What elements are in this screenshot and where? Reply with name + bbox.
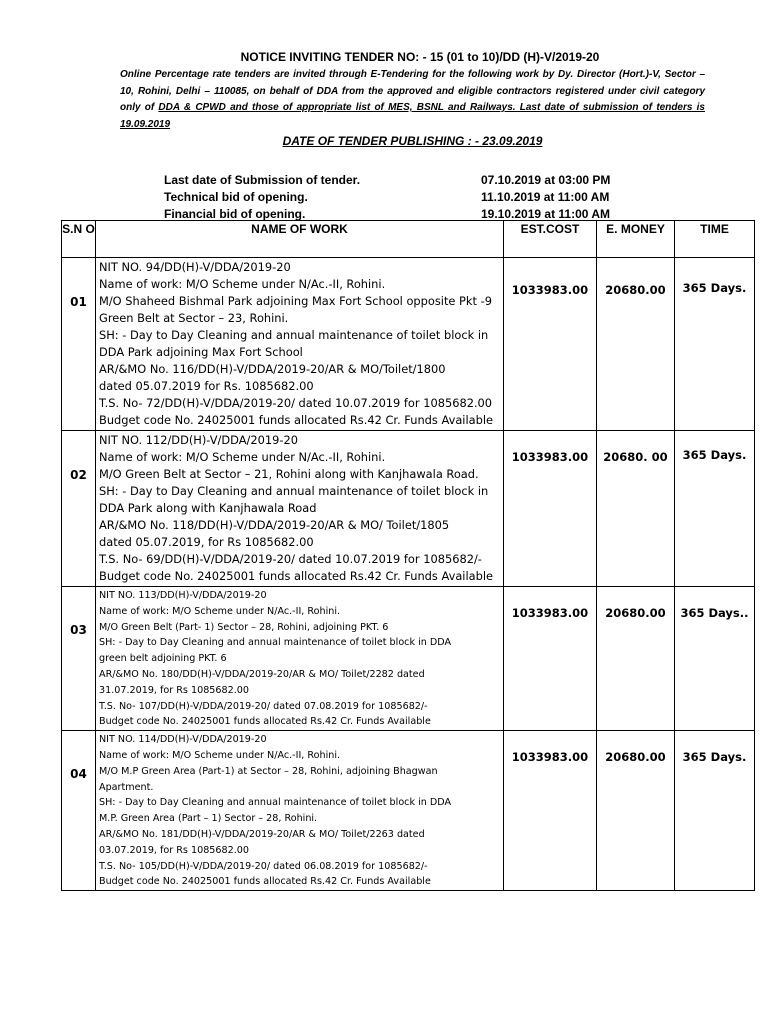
work-line: M/O Shaheed Bishmal Park adjoining Max Fort School opposite Pkt -9 [99, 294, 492, 308]
serial-number: 03 [62, 587, 96, 731]
table-row [62, 587, 755, 731]
work-line: T.S. No- 105/DD(H)-V/DDA/2019-20/ dated 06.08.2019 for 1085682/- [99, 860, 428, 872]
time-cell: 365 Days. [675, 258, 755, 431]
work-line: AR/&MO No. 180/DD(H)-V/DDA/2019-20/AR & MO/ Toilet/2282 dated [99, 668, 425, 680]
serial-number: 01 [62, 258, 96, 431]
time-cell: 365 Days.. [675, 587, 755, 731]
work-line: dated 05.07.2019, for Rs 1085682.00 [99, 535, 314, 549]
work-description [96, 431, 504, 587]
date-value: 11.10.2019 at 11:00 AM [481, 190, 610, 204]
work-line: Budget code No. 24025001 funds allocated Rs.42 Cr. Funds Available [99, 876, 431, 888]
intro-text: Online Percentage rate tenders are invited through E-Tendering for the following work by Dy. Director (Hort.)-V, Sector – 10, Rohini, Delhi – 110085, on behalf of DDA from the approved and eligible contractors registered under civil category only of [120, 69, 705, 113]
work-line: NIT NO. 114/DD(H)-V/DDA/2019-20 [99, 734, 267, 746]
est-cost-cell: 1033983.00 [504, 258, 597, 431]
work-line: green belt adjoining PKT. 6 [99, 653, 227, 665]
date-value: 19.10.2019 at 11:00 AM [481, 207, 610, 221]
work-line: AR/&MO No. 116/DD(H)-V/DDA/2019-20/AR & MO/Toilet/1800 [99, 362, 446, 376]
work-line: AR/&MO No. 118/DD(H)-V/DDA/2019-20/AR & MO/ Toilet/1805 [99, 518, 450, 532]
work-line: T.S. No- 72/DD(H)-V/DDA/2019-20/ dated 10.07.2019 for 1085682.00 [99, 396, 493, 410]
e-money-cell: 20680.00 [597, 731, 675, 891]
time-cell: 365 Days. [675, 431, 755, 587]
date-value: 07.10.2019 at 03:00 PM [481, 173, 611, 187]
work-line: Name of work: M/O Scheme under N/Ac.-II, Rohini. [99, 605, 341, 617]
work-line: SH: - Day to Day Cleaning and annual maintenance of toilet block in DDA [99, 797, 452, 809]
work-line: Budget code No. 24025001 funds allocated Rs.42 Cr. Funds Available [99, 716, 431, 728]
date-row [164, 172, 724, 189]
key-dates [164, 172, 724, 223]
work-line: Name of work: M/O Scheme under N/Ac.-II, Rohini. [99, 450, 386, 464]
work-line: Budget code No. 24025001 funds allocated Rs.42 Cr. Funds Available [99, 569, 494, 583]
work-line: SH: - Day to Day Cleaning and annual maintenance of toilet block in [99, 328, 489, 342]
header-name-of-work: NAME OF WORK [96, 221, 504, 258]
work-line: 03.07.2019, for Rs 1085682.00 [99, 844, 249, 856]
notice-intro [120, 67, 705, 133]
table-row [62, 258, 755, 431]
work-line: T.S. No- 69/DD(H)-V/DDA/2019-20/ dated 10.07.2019 for 1085682/- [99, 552, 482, 566]
date-label: Last date of Submission of tender. [164, 173, 361, 187]
date-label: Technical bid of opening. [164, 190, 308, 204]
est-cost-cell: 1033983.00 [504, 431, 597, 587]
est-cost-cell: 1033983.00 [504, 587, 597, 731]
e-money-cell: 20680.00 [597, 587, 675, 731]
tender-table [61, 220, 755, 891]
work-line: NIT NO. 113/DD(H)-V/DDA/2019-20 [99, 590, 267, 601]
header-est-cost: EST.COST [504, 221, 597, 258]
work-line: DDA Park adjoining Max Fort School [99, 345, 303, 359]
work-line: Green Belt at Sector – 23, Rohini. [99, 311, 289, 325]
intro-underlined-text: DDA & CPWD and those of appropriate list of MES, BSNL and Railways. Last date of submission of tenders is 19.09.2019 [120, 102, 705, 130]
work-line: AR/&MO No. 181/DD(H)-V/DDA/2019-20/AR & MO/ Toilet/2263 dated [99, 828, 425, 840]
header-time: TIME [675, 221, 755, 258]
est-cost-cell: 1033983.00 [504, 731, 597, 891]
work-line: M/O M.P Green Area (Part-1) at Sector – 28, Rohini, adjoining Bhagwan [99, 765, 438, 777]
serial-number: 04 [62, 731, 96, 891]
work-line: Budget code No. 24025001 funds allocated Rs.42 Cr. Funds Available [99, 413, 494, 427]
date-label: Financial bid of opening. [164, 207, 306, 221]
work-line: Apartment. [99, 781, 154, 793]
work-line: DDA Park along with Kanjhawala Road [99, 501, 317, 515]
work-description [96, 731, 504, 891]
table-header-row [62, 221, 755, 258]
table-row [62, 731, 755, 891]
e-money-cell: 20680. 00 [597, 431, 675, 587]
serial-number: 02 [62, 431, 96, 587]
work-line: NIT NO. 94/DD(H)-V/DDA/2019-20 [99, 260, 291, 274]
work-line: SH: - Day to Day Cleaning and annual maintenance of toilet block in [99, 484, 489, 498]
work-line: Name of work: M/O Scheme under N/Ac.-II, Rohini. [99, 749, 341, 761]
work-line: NIT NO. 112/DD(H)-V/DDA/2019-20 [99, 433, 298, 447]
work-description [96, 258, 504, 431]
work-line: M.P. Green Area (Part – 1) Sector – 28, Rohini. [99, 813, 318, 825]
work-line: Name of work: M/O Scheme under N/Ac.-II, Rohini. [99, 277, 386, 291]
work-description [96, 587, 504, 731]
e-money-cell: 20680.00 [597, 258, 675, 431]
work-line: dated 05.07.2019 for Rs. 1085682.00 [99, 379, 314, 393]
work-line: T.S. No- 107/DD(H)-V/DDA/2019-20/ dated 07.08.2019 for 1085682/- [99, 700, 428, 712]
publishing-date: DATE OF TENDER PUBLISHING : - 23.09.2019 [282, 134, 543, 148]
header-e-money: E. MONEY [597, 221, 675, 258]
work-line: M/O Green Belt at Sector – 21, Rohini along with Kanjhawala Road. [99, 467, 479, 481]
work-line: 31.07.2019, for Rs 1085682.00 [99, 684, 249, 696]
work-line: SH: - Day to Day Cleaning and annual maintenance of toilet block in DDA [99, 637, 452, 649]
table-row [62, 431, 755, 587]
work-line: M/O Green Belt (Part- 1) Sector – 28, Rohini, adjoining PKT. 6 [99, 621, 389, 633]
time-cell: 365 Days. [675, 731, 755, 891]
header-sno: S.N O [62, 221, 96, 258]
notice-title: NOTICE INVITING TENDER NO: - 15 (01 to 10)/DD (H)-V/2019-20 [240, 50, 600, 64]
date-row [164, 189, 724, 206]
